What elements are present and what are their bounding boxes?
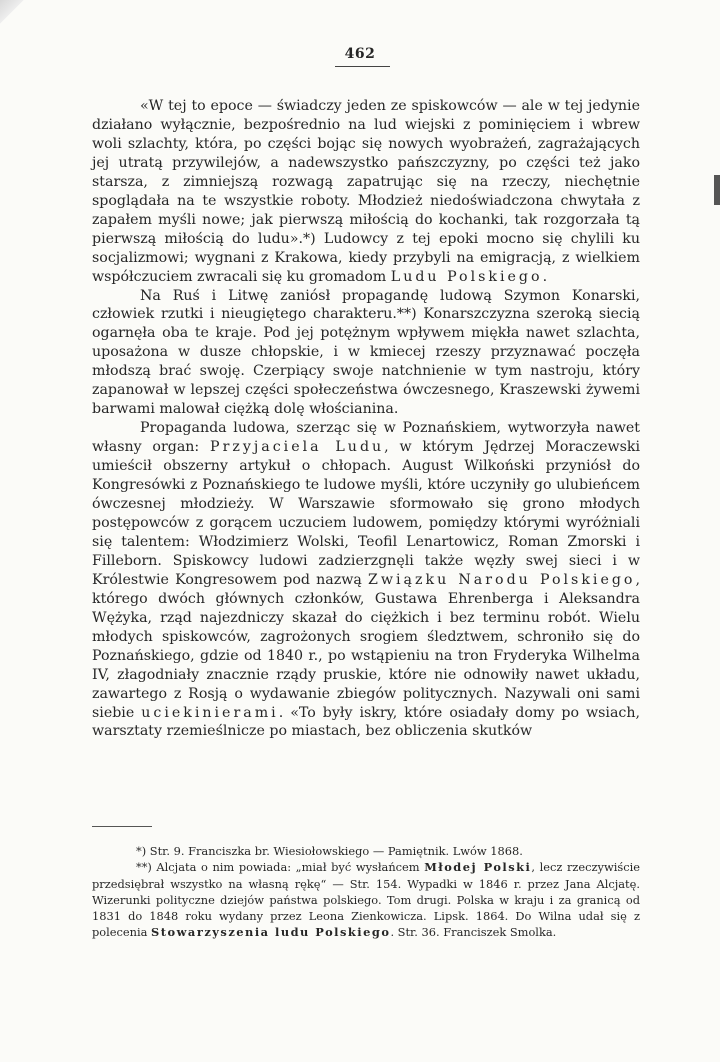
page-number-underline: [335, 66, 390, 67]
footnote-2-text-c: . Str. 36. Franciszek Smolka.: [390, 925, 557, 940]
footnote-1: *) Str. 9. Franciszka br. Wiesiołowskiego — Pamiętnik. Lwów 1868.: [136, 844, 523, 858]
footnote-2: [92, 859, 640, 940]
paragraph-3-text-b: , w którym Jędrzej Moraczewski umieścił obszerny artykuł o chłopach. August Wilkoński przyniósł do Kongresówki z Poznańskiego te ludowe myśli, które uczyniły go ulubieńcem ówczesnej młodzieży. W Warszawie sformowało się grono młodych postępowców z gorącem uczuciem ludowem, pomiędzy którymi wyróżniali się talentem: Włodzimierz Wolski, Teofil Lenartowicz, Roman Zmorski i Filleborn. Spiskowcy ludowi zadzierzgnęli także węzły swej sieci i w Królestwie Kongresowem pod nazwą: [92, 439, 641, 588]
spaced-term-przyjaciel-ludu: Przyjaciela Ludu: [210, 439, 385, 456]
footnotes: [92, 843, 640, 941]
footnote-spaced-mloda-polska: Młodej Polski: [424, 860, 532, 875]
spaced-term-zwiazek: Związku Narodu Polskiego: [368, 571, 636, 588]
paragraph-2: Na Ruś i Litwę zaniósł propagandę ludową Szymon Konarski, człowiek rzutki i nieugiętego charakteru.**) Konarszczyzna szeroką siecią ogarnęła oba te kraje. Pod jej potężnym wpływem miękła nawet szlachta, uposażona w dusze chłopskie, i w kmiecej rzeszy przyznawać poczęła młodszą brać swoję. Czerpiący swoje natchnienie w tym nastroju, który zapanował w lepszej części społeczeństwa ówczesnego, Kraszewski żywemi barwami malował ciężką dolę włościanina.: [92, 287, 640, 418]
page-corner-fold: [0, 0, 26, 26]
paragraph-1: [92, 97, 640, 287]
paragraph-3-text-d: . «To były iskry, które osiadały domy po wsiach, warsztaty rzemieślnicze po miastach, bez obliczenia skutków: [92, 704, 640, 740]
footnote-2-text-a: **) Alcjata o nim powiada: „miał być wysłańcem: [136, 860, 425, 875]
footnote-2-text-b: , lecz rzeczywiście przedsiębrał wszystko na własną rękę“ — Str. 154. Wypadki w 1846 r. przez Jana Alcjatę. Wizerunki polityczne dziejów państwa polskiego. Tom drugi. Polska w kraju i za granicą od 1831 do 1848 roku wydany przez Leona Zienkowicza. Lipsk. 1864. Do Wilna udał się z polecenia: [92, 860, 640, 940]
footnote-divider: [92, 826, 152, 827]
spaced-term-lud-polski: Ludu Polskiego: [390, 268, 543, 285]
paragraph-1-text-a: «W tej to epoce — świadczy jeden ze spiskowców — ale w tej jedynie działano wyłącznie, bezpośrednio na lud wiejski z pominięciem i wbrew woli szlachty, która, po części bojąc się nowych wyobrażeń, zagrażających jej utratą przywilejów, a nadewszystko pańszczyzny, po części też jako starsza, z zimniejszą rozwagą zapatrując się na rzeczy, niechętnie spoglądała na te wszystkie roboty. Młodzież niedoświadczona chwytała z zapałem myśli nowe; jak pierwszą miłością do kochanki, tak rozgorzała tą pierwszą miłością do ludu».*) Ludowcy z tej epoki mocno się chylili ku socjalizmowi; wygnani z Krakowa, kiedy przybyli na emigracją, z wielkiem współczuciem zwracali się ku gromadom: [92, 98, 640, 285]
paragraph-3: [92, 419, 640, 741]
page-edge-mark: [714, 175, 720, 205]
paragraph-1-text-b: .: [542, 268, 548, 285]
footnote-spaced-stowarzyszenie: Stowarzyszenia ludu Polskiego: [151, 925, 391, 940]
main-text: [92, 97, 640, 741]
page-number: 462: [344, 46, 376, 62]
paragraph-3-text-c: , którego dwóch głównych członków, Gustawa Ehrenberga i Aleksandra Wężyka, rząd najezdniczy skazał do ciężkich i bez terminu robót. Wielu młodych spiskowców, zagrożonych srogiem śledztwem, schroniło się do Poznańskiego, gdzie od 1840 r., po wstąpieniu na tron Fryderyka Wilhelma IV, złagodniały znacznie rządy pruskie, które nie odnowiły nawet układu, zawartego z Rosją o wydawanie zbiegów politycznych. Nazywali oni sami siebie: [92, 571, 640, 721]
paragraph-3-text-a: Propaganda ludowa, szerząc się w Poznańskiem, wytworzyła nawet własny organ:: [92, 420, 640, 456]
spaced-term-uciekinierzy: uciekinierami: [141, 704, 279, 721]
